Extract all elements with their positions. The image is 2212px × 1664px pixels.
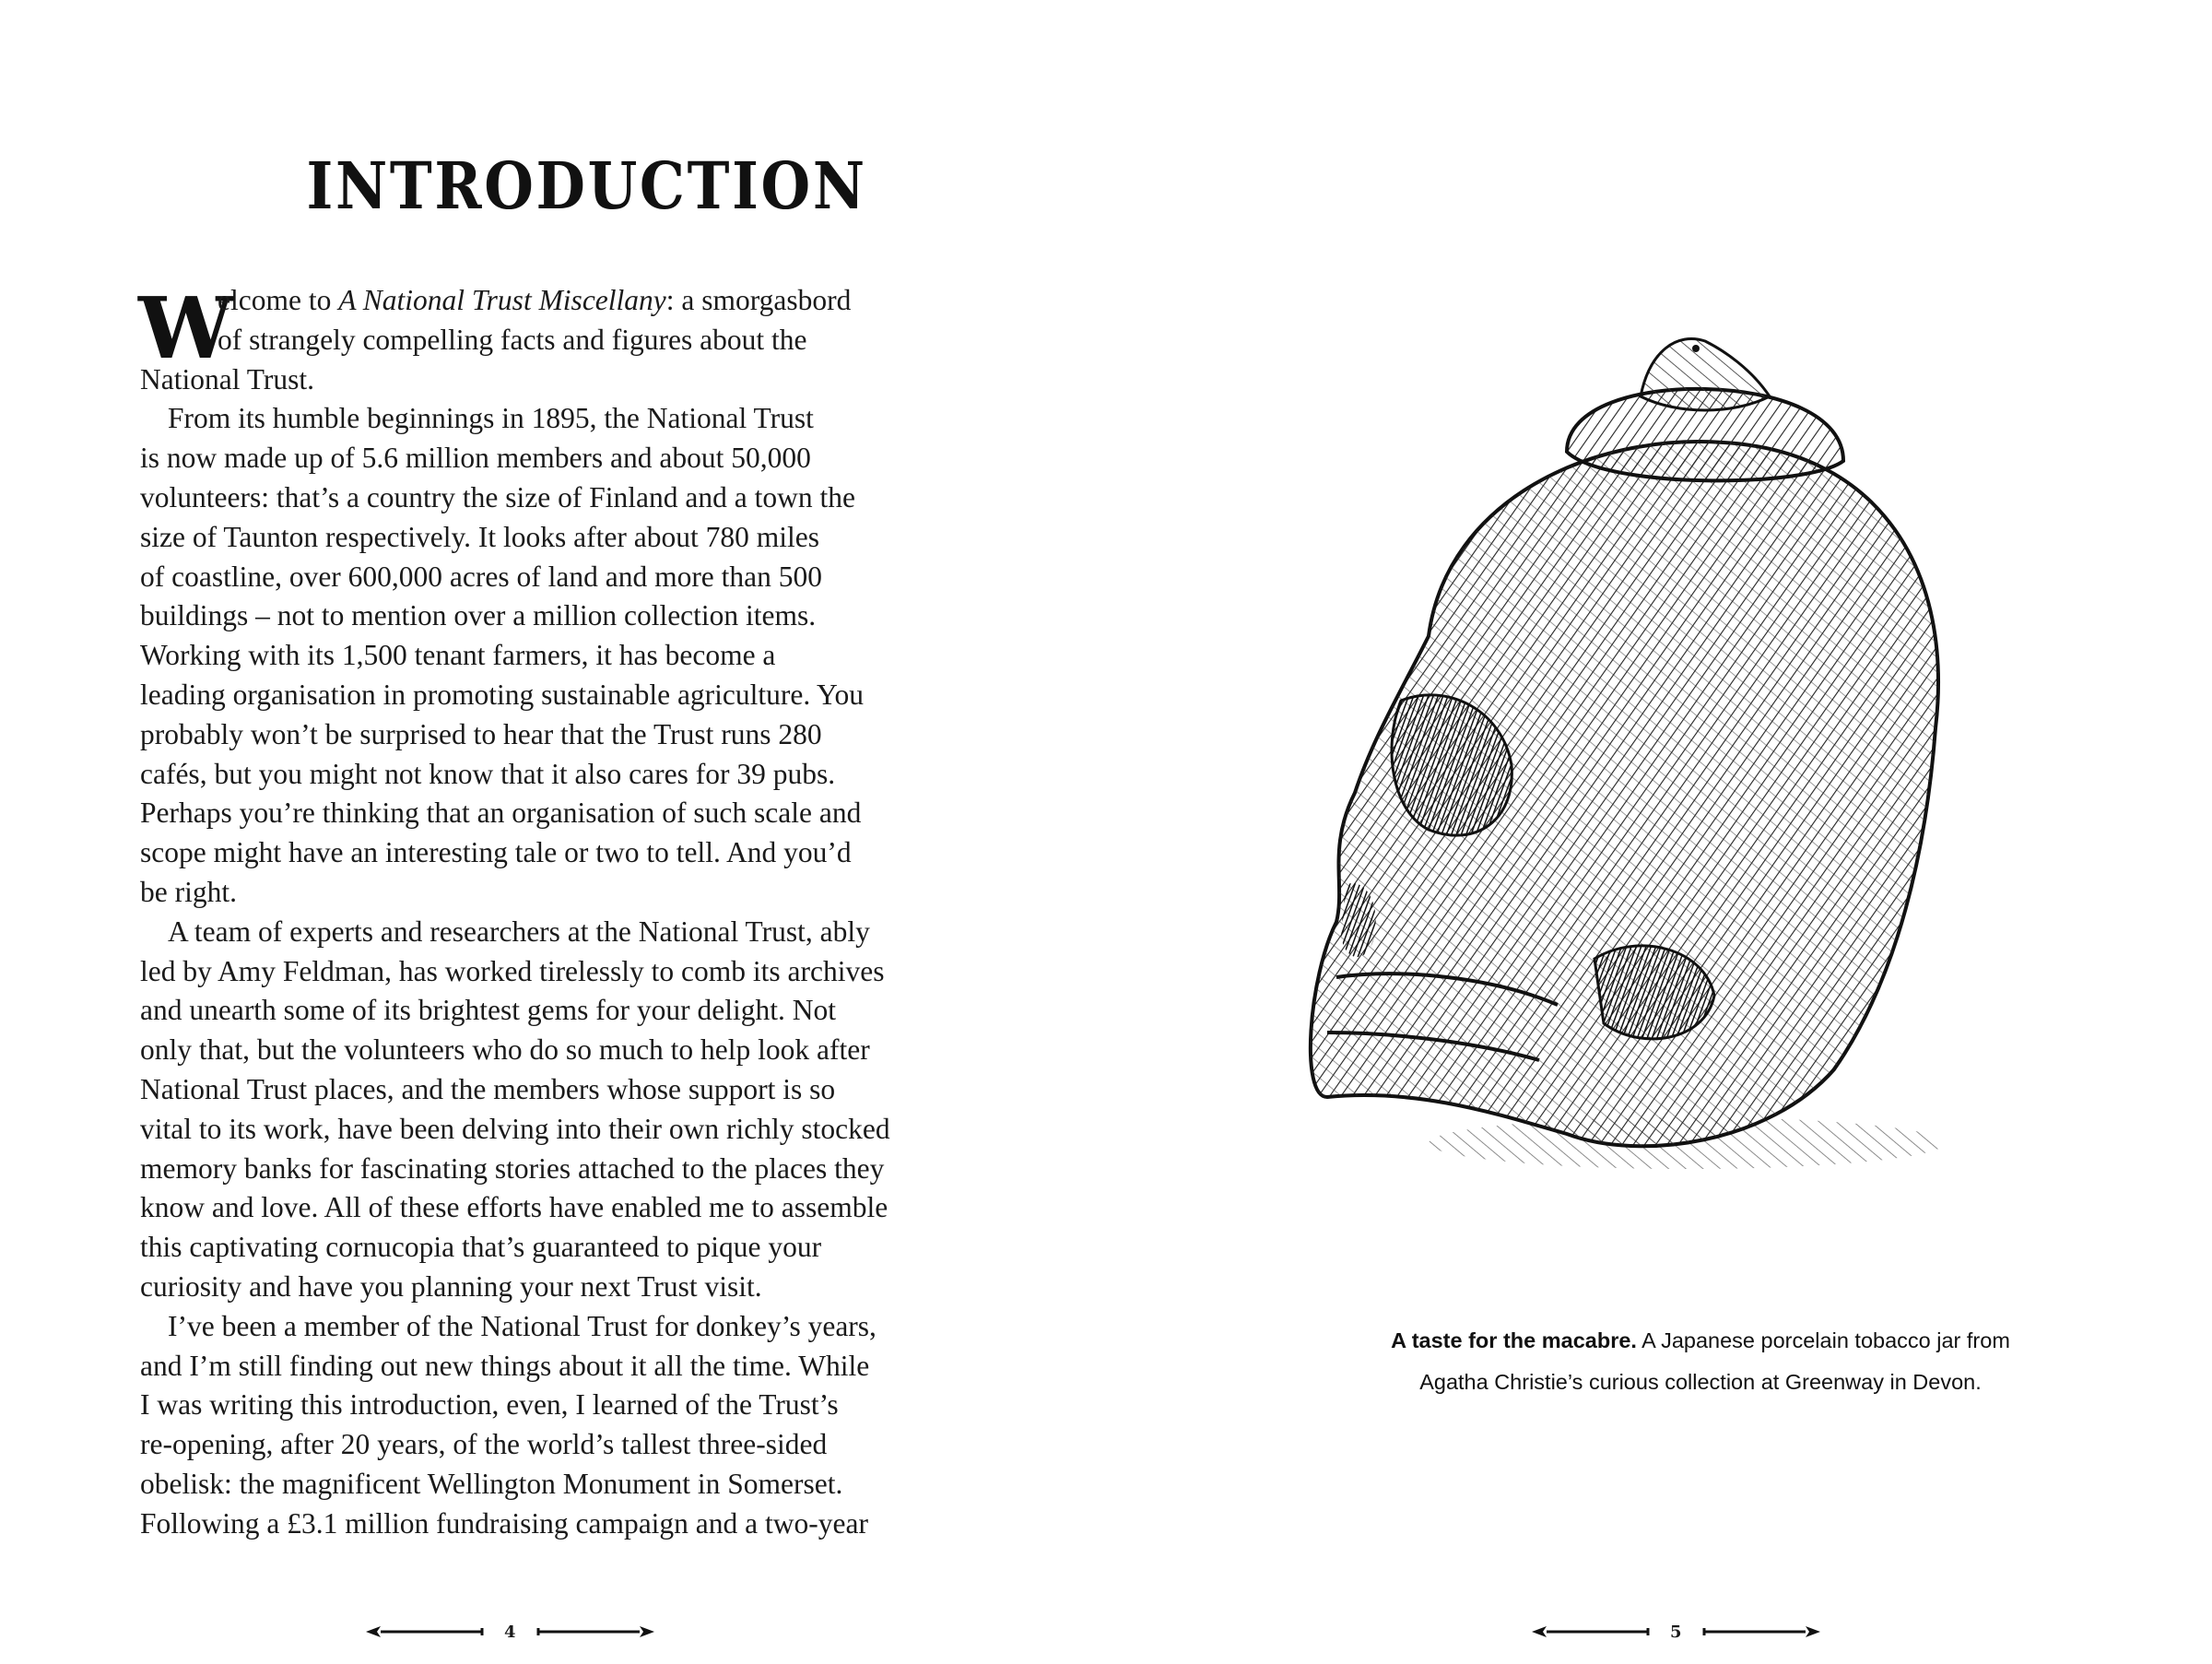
text-span: elcome to <box>218 284 339 316</box>
text-line: Working with its 1,500 tenant farmers, it has become a <box>140 639 776 672</box>
folio-right <box>1530 1621 1822 1643</box>
text-line: scope might have an interesting tale or two to tell. And you’d <box>140 836 852 869</box>
page-title: INTRODUCTION <box>306 148 867 224</box>
body-text <box>138 278 951 1544</box>
text-line: size of Taunton respectively. It looks after about 780 miles <box>140 520 819 553</box>
text-span: : a smorgasbord <box>665 284 852 316</box>
text-line: probably won’t be surprised to hear that the Trust runs 280 <box>140 717 822 750</box>
text-line: curiosity and have you planning your next Trust visit. <box>140 1269 762 1303</box>
text-line: vital to its work, have been delving into their own richly stocked <box>140 1112 890 1145</box>
text-line: of strangely compelling facts and figures about the <box>218 323 807 356</box>
text-line: I’ve been a member of the National Trust for donkey’s years, <box>168 1309 877 1342</box>
arrow-right-ornament <box>1702 1624 1822 1639</box>
text-line: and I’m still finding out new things about it all the time. While <box>140 1349 870 1382</box>
arrow-left-ornament <box>364 1624 484 1639</box>
text-line: and unearth some of its brightest gems for your delight. Not <box>140 994 836 1027</box>
arrow-right-ornament <box>536 1624 656 1639</box>
arrow-left-ornament <box>1530 1624 1650 1639</box>
text-line: be right. <box>140 875 237 908</box>
text-line: know and love. All of these efforts have enabled me to assemble <box>140 1191 888 1224</box>
drop-cap: W <box>138 278 234 378</box>
text-line: of coastline, over 600,000 acres of land and more than 500 <box>140 560 823 593</box>
text-line: From its humble beginnings in 1895, the National Trust <box>168 402 814 435</box>
text-line: I was writing this introduction, even, I learned of the Trust’s <box>140 1388 839 1422</box>
text-line: National Trust places, and the members whose support is so <box>140 1072 836 1105</box>
caption-text: A Japanese porcelain tobacco jar from <box>1636 1328 2010 1352</box>
text-line: National Trust. <box>140 362 315 395</box>
skull-tobacco-jar-illustration <box>1290 332 1991 1180</box>
text-line: leading organisation in promoting sustainable agriculture. You <box>140 678 865 711</box>
text-line: obelisk: the magnificent Wellington Monument in Somerset. <box>140 1467 843 1500</box>
text-line: Perhaps you’re thinking that an organisation of such scale and <box>140 797 862 830</box>
figure-caption <box>1290 1320 2111 1403</box>
text-line: is now made up of 5.6 million members and about 50,000 <box>140 442 811 475</box>
book-title: A National Trust Miscellany <box>338 284 666 316</box>
text-line: buildings – not to mention over a million collection items. <box>140 599 817 632</box>
text-line: led by Amy Feldman, has worked tirelessly to comb its archives <box>140 954 885 987</box>
text-line: this captivating cornucopia that’s guaranteed to pique your <box>140 1231 822 1264</box>
caption-line: Agatha Christie’s curious collection at Greenway in Devon. <box>1419 1370 1982 1394</box>
caption-line <box>1290 1320 2111 1362</box>
text-line: re-opening, after 20 years, of the world’s tallest three-sided <box>140 1428 828 1461</box>
page-number: 4 <box>504 1622 516 1642</box>
text-line: A team of experts and researchers at the National Trust, ably <box>168 915 870 948</box>
text-line: Following a £3.1 million fundraising campaign and a two-year <box>140 1506 868 1540</box>
text-line: cafés, but you might not know that it also cares for 39 pubs. <box>140 757 836 790</box>
text-line: memory banks for fascinating stories attached to the places they <box>140 1151 885 1185</box>
page-number: 5 <box>1670 1622 1682 1642</box>
text-line: only that, but the volunteers who do so much to help look after <box>140 1033 870 1067</box>
text-line: volunteers: that’s a country the size of Finland and a town the <box>140 480 855 513</box>
folio-left <box>364 1621 656 1643</box>
caption-lead: A taste for the macabre. <box>1391 1328 1637 1352</box>
text-line <box>140 281 951 321</box>
